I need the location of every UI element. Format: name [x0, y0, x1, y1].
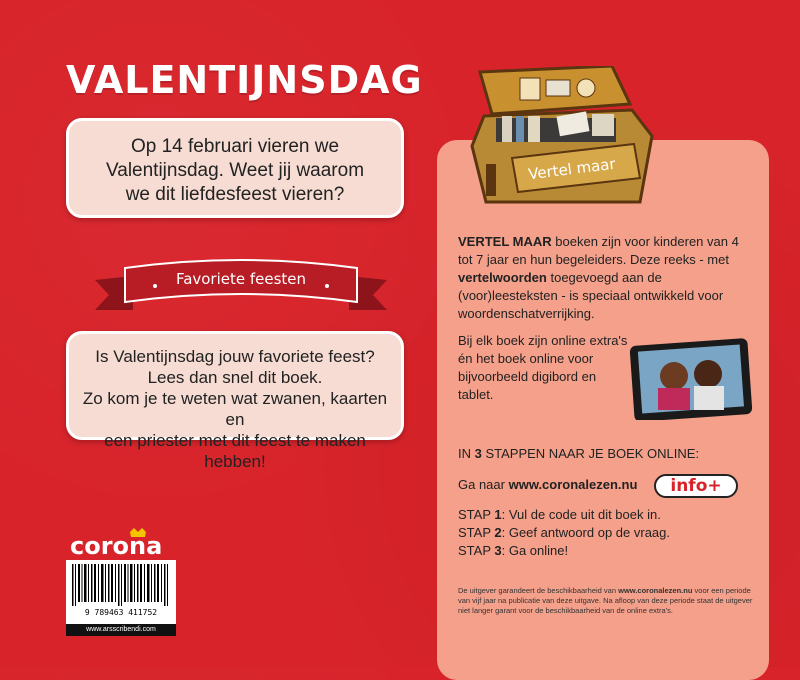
story-card — [66, 331, 404, 471]
barcode — [66, 560, 176, 636]
page-title: VALENTIJNSDAG — [66, 58, 423, 102]
series-desc-part2: toegevoegd aan de (voor)leesteksten - is speciaal ontwikkeld voor woordenschatverrijking. — [458, 270, 724, 321]
category-banner — [95, 258, 387, 314]
step-number: 1 — [494, 507, 502, 522]
banner-label: Favoriete feesten — [175, 270, 307, 288]
step-text: : Geef antwoord op de vraag. — [501, 525, 670, 540]
publisher-logo — [70, 528, 176, 558]
book-chest-illustration — [462, 66, 658, 206]
fine-print-url: www.coronalezen.nu — [618, 586, 693, 595]
goto-line — [458, 477, 637, 492]
series-desc-part1: boeken zijn voor kinderen van 4 tot 7 jaar en hun begeleiders. Deze reeks - met — [458, 234, 739, 267]
steps-list — [458, 506, 670, 560]
tablet-icon — [628, 338, 754, 420]
step-text: : Vul de code uit dit boek in. — [501, 507, 661, 522]
info-badge — [654, 474, 738, 498]
online-extra-text: Bij elk boek zijn online extra's én het boek online voor bijvoorbeeld digibord en tablet. — [458, 333, 628, 402]
step-number: 3 — [494, 543, 502, 558]
fine-print — [458, 586, 758, 616]
step-text: : Ga online! — [501, 543, 569, 558]
step-1 — [458, 506, 670, 524]
story-line: een priester met dit feest te maken hebben! — [104, 431, 366, 471]
step-label: STAP — [458, 525, 495, 540]
step-label: STAP — [458, 543, 495, 558]
steps-heading-prefix: IN — [458, 446, 475, 461]
story-line: Zo kom je te weten wat zwanen, kaarten en — [82, 389, 388, 429]
barcode-icon — [66, 560, 176, 608]
series-description — [458, 233, 756, 323]
chest-label: Vertel maar — [527, 154, 617, 184]
step-label: STAP — [458, 507, 495, 522]
tablet-illustration — [628, 338, 754, 420]
step-3 — [458, 542, 670, 560]
story-line: Lees dan snel dit boek. — [147, 368, 323, 387]
intro-card — [66, 118, 404, 218]
goto-url: www.coronalezen.nu — [508, 477, 638, 492]
step-number: 2 — [494, 525, 502, 540]
series-name: VERTEL MAAR — [458, 234, 552, 249]
intro-line: Valentijnsdag. Weet jij waarom — [105, 160, 365, 181]
series-highlight: vertelwoorden — [458, 270, 547, 285]
story-line: Is Valentijnsdag jouw favoriete feest? — [95, 347, 375, 366]
info-badge-label: info+ — [670, 476, 722, 496]
isbn-number: 9 789463 411752 — [84, 608, 158, 617]
intro-line: we dit liefdesfeest vieren? — [125, 184, 345, 205]
step-2 — [458, 524, 670, 542]
goto-prefix: Ga naar — [458, 477, 509, 492]
publisher-url: www.arsscribendi.com — [66, 624, 176, 636]
steps-heading-suffix: STAPPEN NAAR JE BOEK ONLINE: — [481, 446, 700, 461]
publisher-logo-text: corona — [70, 532, 163, 560]
steps-heading — [458, 446, 699, 461]
intro-line: Op 14 februari vieren we — [130, 136, 340, 157]
fine-print-part2: voor een periode van vijf jaar na publicatie van deze uitgave. Na afloop van deze periode staat de uitgever niet langer garant voor de beschikbaarheid van de online extra's. — [458, 586, 753, 615]
treasure-chest-icon — [462, 66, 658, 206]
steps-count: 3 — [474, 446, 482, 461]
fine-print-part1: De uitgever garandeert de beschikbaarheid van — [458, 586, 619, 595]
